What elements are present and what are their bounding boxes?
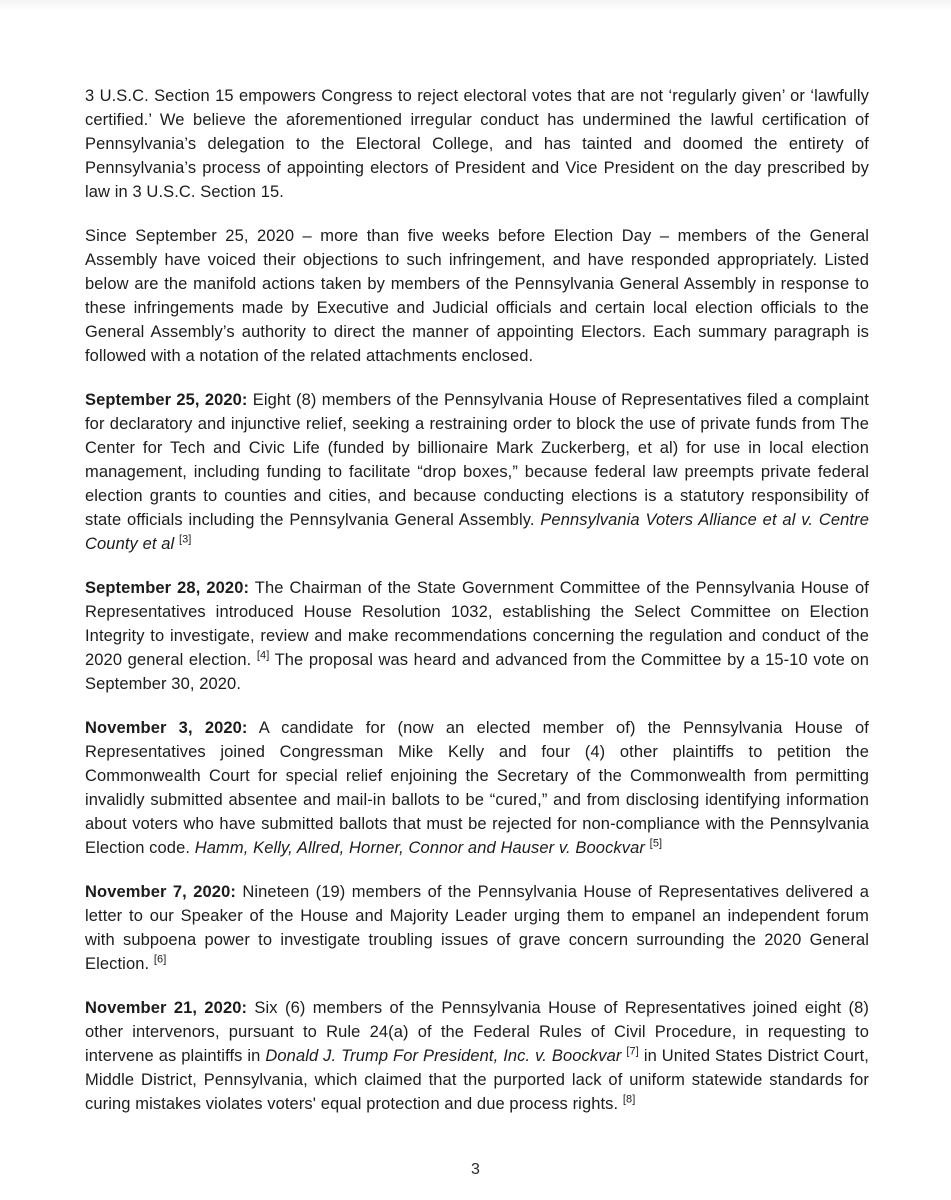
text-segment-normal: in United States District Court, Middle District, Pennsylvania, which claimed that the purported lack of uniform statewide standards for curing mistakes violates voters' equal protection and due process rights. <box>85 1047 869 1113</box>
page-number: 3 <box>471 1161 480 1178</box>
text-segment-normal: Six (6) members of the Pennsylvania House of Representatives joined eight (8) other intervenors, pursuant to Rule 24(a) of the Federal Rules of Civil Procedure, in requesting to intervene as plaintiffs in <box>85 999 869 1065</box>
paragraph <box>85 716 869 860</box>
text-segment-bold: November 7, 2020: <box>85 883 236 901</box>
paragraph <box>85 576 869 696</box>
text-segment-normal: A candidate for (now an elected member of) the Pennsylvania House of Representatives joined Congressman Mike Kelly and four (4) other plaintiffs to petition the Commonwealth Court for special relief enjoining the Secretary of the Commonwealth from permitting invalidly submitted absentee and mail-in ballots to be “cured,” and from disclosing identifying information about voters who have submitted ballots that must be rejected for non-compliance with the Pennsylvania Election code. <box>85 719 869 857</box>
text-segment-normal: The proposal was heard and advanced from the Committee by a 15-10 vote on September 30, 2020. <box>85 651 870 693</box>
paragraph <box>85 996 869 1116</box>
footnote-reference: [3] <box>178 533 192 546</box>
text-segment-normal: Since September 25, 2020 – more than five weeks before Election Day – members of the General Assembly have voiced their objections to such infringement, and have responded appropriately. Listed below are the manifold actions taken by members of the Pennsylvania General Assembly in response to these infringements made by Executive and Judicial officials and certain local election officials to the General Assembly’s authority to direct the manner of appointing Electors. Each summary paragraph is followed with a notation of the related attachments enclosed. <box>85 227 869 365</box>
paragraph <box>85 880 869 976</box>
footnote-reference: [8] <box>622 1093 636 1106</box>
text-segment-normal: Nineteen (19) members of the Pennsylvania House of Representatives delivered a letter to our Speaker of the House and Majority Leader urging them to empanel an independent forum with subpoena power to investigate troubling issues of grave concern surrounding the 2020 General Election. <box>85 883 869 973</box>
paragraph <box>85 388 869 556</box>
text-segment-bold: September 25, 2020: <box>85 391 248 409</box>
text-segment-italic: Donald J. Trump For President, Inc. v. Boockvar <box>265 1047 627 1065</box>
page-footer <box>0 1160 951 1180</box>
document-page <box>85 84 869 1136</box>
text-segment-normal: Eight (8) members of the Pennsylvania House of Representatives filed a complaint for declaratory and injunctive relief, seeking a restraining order to block the use of private funds from The Center for Tech and Civic Life (funded by billionaire Mark Zuckerberg, et al) for use in local election management, including funding to facilitate “drop boxes,” because federal law preempts private federal election grants to counties and cities, and because conducting elections is a statutory responsibility of state officials including the Pennsylvania General Assembly. <box>85 391 869 529</box>
text-segment-italic: Hamm, Kelly, Allred, Horner, Connor and Hauser v. Boockvar <box>194 839 650 857</box>
footnote-reference: [5] <box>649 837 663 850</box>
paragraphs <box>85 84 869 1116</box>
text-segment-bold: November 3, 2020: <box>85 719 248 737</box>
footnote-reference: [7] <box>626 1045 639 1058</box>
text-segment-normal: 3 U.S.C. Section 15 empowers Congress to reject electoral votes that are not ‘regularly given’ or ‘lawfully certified.’ We believe the aforementioned irregular conduct has undermined the lawful certification of Pennsylvania’s delegation to the Electoral College, and has tainted and doomed the entirety of Pennsylvania’s process of appointing electors of President and Vice President on the day prescribed by law in 3 U.S.C. Section 15. <box>85 87 869 201</box>
text-segment-bold: November 21, 2020: <box>85 999 248 1017</box>
text-segment-normal: The Chairman of the State Government Committee of the Pennsylvania House of Representatives introduced House Resolution 1032, establishing the Select Committee on Election Integrity to investigate, review and make recommendations concerning the regulation and conduct of the 2020 general election. <box>85 579 869 669</box>
text-segment-bold: September 28, 2020: <box>85 579 250 597</box>
paragraph <box>85 84 869 204</box>
paragraph <box>85 224 869 368</box>
text-segment-italic: Pennsylvania Voters Alliance et al v. Centre County et al <box>85 511 869 553</box>
footnote-reference: [6] <box>153 953 167 966</box>
page-top-edge-shading <box>0 0 951 10</box>
footnote-reference: [4] <box>256 649 270 662</box>
